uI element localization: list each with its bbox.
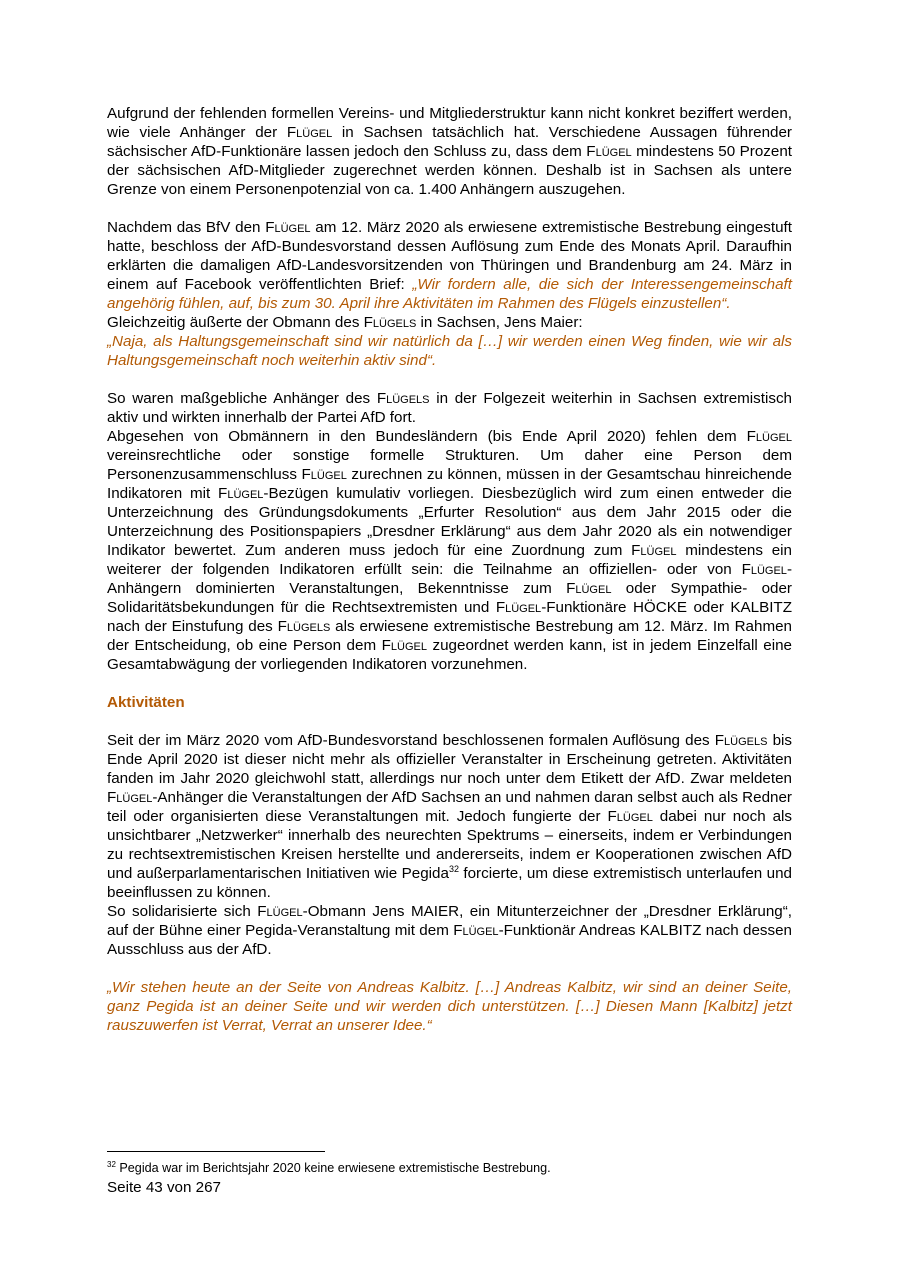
fluegel-term: Flügel — [746, 428, 792, 445]
footnote — [107, 1160, 792, 1176]
fluegel-term: Flügel — [566, 580, 612, 597]
paragraph-aktivitaeten: Seit der im März 2020 vom AfD-Bundesvorstand beschlossenen formalen Auflösung des Flügels bis Ende April 2020 ist dieser nicht mehr als offizieller Veranstalter in Erscheinung getreten. Aktivitäten fanden im Jahr 2020 gleichwohl statt, allerdings nur noch unter dem Etikett der AfD. Zwar meldeten Flügel-Anhänger die Veranstaltungen der AfD Sachsen an und nahmen daran selbst auch als Redner teil oder organisierten diese Veranstaltungen mit. Jedoch fungierte der Flügel dabei nur noch als unsichtbarer „Netzwerker“ innerhalb des neurechten Spektrums – einerseits, indem er Verbindungen zu rechtsextremistischen Kreisen herstellte und andererseits, indem er Kooperationen zwischen AfD und außerparlamentarischen Initiativen wie Pegida$^{32}$ forcierte, um diese extremistisch unterlaufen und beeinflussen zu können. — [107, 732, 792, 901]
fluegel-term: Flügels — [376, 390, 430, 407]
fluegel-term: Flügel — [265, 219, 311, 236]
fluegel-term: Flügel — [586, 143, 632, 160]
quote-kalbitz: „Wir stehen heute an der Seite von Andreas Kalbitz. […] Andreas Kalbitz, wir sind an deiner Seite, ganz Pegida ist an deiner Seite und wir werden dich unterstützen. […] Diesen Mann [Kalbitz] jetzt rauszuwerfen ist Verrat, Verrat an unserer Idee.“ — [107, 979, 792, 1034]
paragraph-obmann: Gleichzeitig äußerte der Obmann des Flügels in Sachsen, Jens Maier: — [107, 314, 583, 331]
footnote-separator — [107, 1151, 325, 1152]
fluegel-term: Flügels — [277, 618, 331, 635]
fluegel-term: Flügel — [453, 922, 499, 939]
fluegel-term: Flügel — [286, 124, 333, 141]
quote-facebook-letter: „Wir fordern alle, die sich der Interessengemeinschaft angehörig fühlen, auf, bis zum 30. April ihre Aktivitäten im Rahmen des Flügels einzustellen“. — [107, 276, 793, 312]
paragraph-indikatoren: Abgesehen von Obmännern in den Bundesländern (bis Ende April 2020) fehlen dem Flügel vereinsrechtliche oder sonstige formelle Strukturen. Um daher eine Person dem Personenzusammenschluss Flügel zurechnen zu können, müssen in der Gesamtschau hinreichende Indikatoren mit Flügel-Bezügen kumulativ vorliegen. Diesbezüglich wird zum einen entweder die Unterzeichnung des Gründungsdokuments „Erfurter Resolution“ aus dem Jahr 2015 oder die Unterzeichnung des Positionspapiers „Dresdner Erklärung“ aus dem Jahr 2020 als ein notwendiger Indikator bewertet. Zum anderen muss jedoch für eine Zuordnung zum Flügel mindestens ein weiterer der folgenden Indikatoren erfüllt sein: die Teilnahme an offiziellen- oder von Flügel-Anhängern dominierten Veranstaltungen, Bekenntnisse zum Flügel oder Sympathie- oder Solidaritätsbekundungen für die Rechtsextremisten und Flügel-Funktionäre HÖCKE oder KALBITZ nach der Einstufung des Flügels als erwiesene extremistische Bestrebung am 12. März. Im Rahmen der Entscheidung, ob eine Person dem Flügel zugeordnet werden kann, ist in jedem Einzelfall eine Gesamtabwägung der vorliegenden Indikatoren vorzunehmen. — [107, 428, 792, 673]
fluegel-term: Flügel — [495, 599, 542, 616]
page-number: Seite 43 von 267 — [107, 1179, 221, 1196]
fluegel-term: Flügels — [714, 732, 768, 749]
fluegel-term: Flügel — [631, 542, 677, 559]
footnote-number: 32 — [107, 1159, 116, 1169]
fluegel-term: Flügel — [607, 808, 653, 825]
footnote-reference[interactable]: 32 — [448, 863, 459, 874]
quote-maier: „Naja, als Haltungsgemeinschaft sind wir natürlich da […] wir werden einen Weg finden, wie wir als Haltungsgemeinschaft noch weiterhin aktiv sind“. — [107, 333, 792, 369]
document-body — [107, 104, 792, 1035]
fluegel-term: Flügels — [363, 314, 417, 331]
paragraph-anhaenger: Aufgrund der fehlenden formellen Vereins- und Mitgliederstruktur kann nicht konkret beziffert werden, wie viele Anhänger der Flügel in Sachsen tatsächlich hat. Verschiedene Aussagen führender sächsischer AfD-Funktionäre lassen jedoch den Schluss zu, dass dem Flügel mindestens 50 Prozent der sächsischen AfD-Mitglieder zugerechnet werden können. Deshalb ist in Sachsen als untere Grenze von einem Personenpotenzial von ca. 1.400 Anhängern auszugehen. — [107, 105, 792, 198]
paragraph-solidarisierung: So solidarisierte sich Flügel-Obmann Jens MAIER, ein Mitunterzeichner der „Dresdner Erklärung“, auf der Bühne einer Pegida-Veranstaltung mit dem Flügel-Funktionär Andreas KALBITZ nach dessen Ausschluss aus der AfD. — [107, 903, 793, 958]
paragraph-folgezeit: So waren maßgebliche Anhänger des Flügels in der Folgezeit weiterhin in Sachsen extremistisch aktiv und wirkten innerhalb der Partei AfD fort. — [107, 390, 792, 426]
paragraph-aufloesung: Nachdem das BfV den Flügel am 12. März 2020 als erwiesene extremistische Bestrebung eingestuft hatte, beschloss der AfD-Bundesvorstand dessen Auflösung zum Ende des Monats April. Daraufhin erklärten die damaligen AfD-Landesvorsitzenden von Thüringen und Brandenburg am 24. März in einem auf Facebook veröffentlichten Brief: „Wir fordern alle, die sich der Interessengemeinschaft angehörig fühlen, auf, bis zum 30. April ihre Aktivitäten im Rahmen des Flügels einzustellen“. — [107, 219, 793, 312]
fluegel-term: Flügel — [741, 561, 787, 578]
section-heading-aktivitaeten: Aktivitäten — [107, 694, 185, 711]
fluegel-term: Flügel — [218, 485, 264, 502]
fluegel-term: Flügel — [381, 637, 427, 654]
footnote-text: Pegida war im Berichtsjahr 2020 keine erwiesene extremistische Bestrebung. — [115, 1161, 551, 1175]
fluegel-term: Flügel — [107, 789, 153, 806]
fluegel-term: Flügel — [301, 466, 347, 483]
fluegel-term: Flügel — [257, 903, 303, 920]
